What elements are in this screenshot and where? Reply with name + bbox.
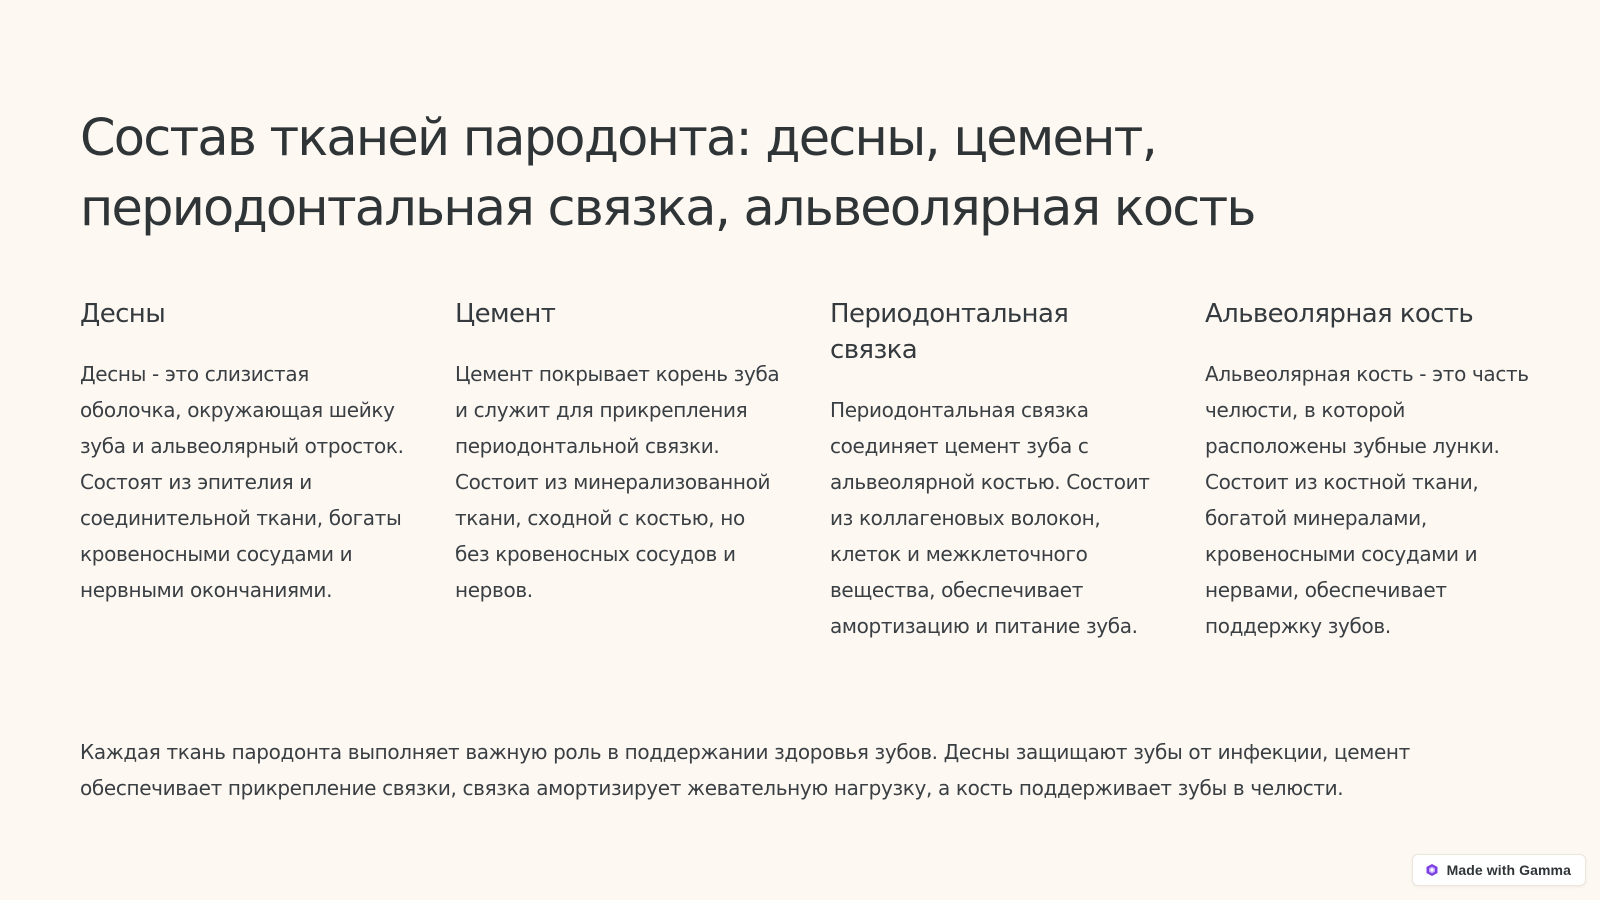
column-text: Альвеолярная кость - это часть челюсти, в которой расположены зубные лунки. Состоит из костной ткани, богатой минералами, кровеносными сосудами и нервами, обеспечивает поддержку зубов.: [1205, 362, 1529, 638]
column-bone: [1205, 296, 1540, 644]
column-heading: Альвеолярная кость: [1205, 299, 1474, 329]
summary-paragraph: Каждая ткань пародонта выполняет важную роль в поддержании здоровья зубов. Десны защищают зубы от инфекции, цемент обеспечивает прикрепление связки, связка амортизирует жевательную нагрузку, а кость поддерживает зубы в челюсти.: [80, 740, 1410, 800]
column-text: Десны - это слизистая оболочка, окружающая шейку зуба и альвеолярный отросток. Состоят из эпителия и соединительной ткани, богаты кровеносными сосудами и нервными окончаниями.: [80, 362, 404, 602]
column-heading: Периодонтальная связка: [830, 299, 1069, 365]
gamma-logo-icon: [1425, 863, 1439, 877]
column-text: Цемент покрывает корень зуба и служит для прикрепления периодонтальной связки. Состоит из минерализованной ткани, сходной с костью, но без кровеносных сосудов и нервов.: [455, 362, 780, 602]
slide-title: Состав тканей пародонта: десны, цемент, периодонтальная связка, альвеолярная кость: [80, 109, 1255, 238]
badge-label: Made with Gamma: [1446, 862, 1571, 878]
column-heading: Десны: [80, 299, 166, 329]
column-text: Периодонтальная связка соединяет цемент зуба с альвеолярной костью. Состоит из коллагеновых волокон, клеток и межклеточного вещества, обеспечивает амортизацию и питание зуба.: [830, 398, 1150, 638]
made-with-gamma-badge[interactable]: [1412, 854, 1586, 886]
column-cement: [455, 296, 830, 644]
tissue-columns: [80, 296, 1540, 644]
slide-content: [80, 104, 1540, 800]
column-ligament: [830, 296, 1205, 644]
column-heading: Цемент: [455, 299, 556, 329]
column-gums: [80, 296, 455, 644]
